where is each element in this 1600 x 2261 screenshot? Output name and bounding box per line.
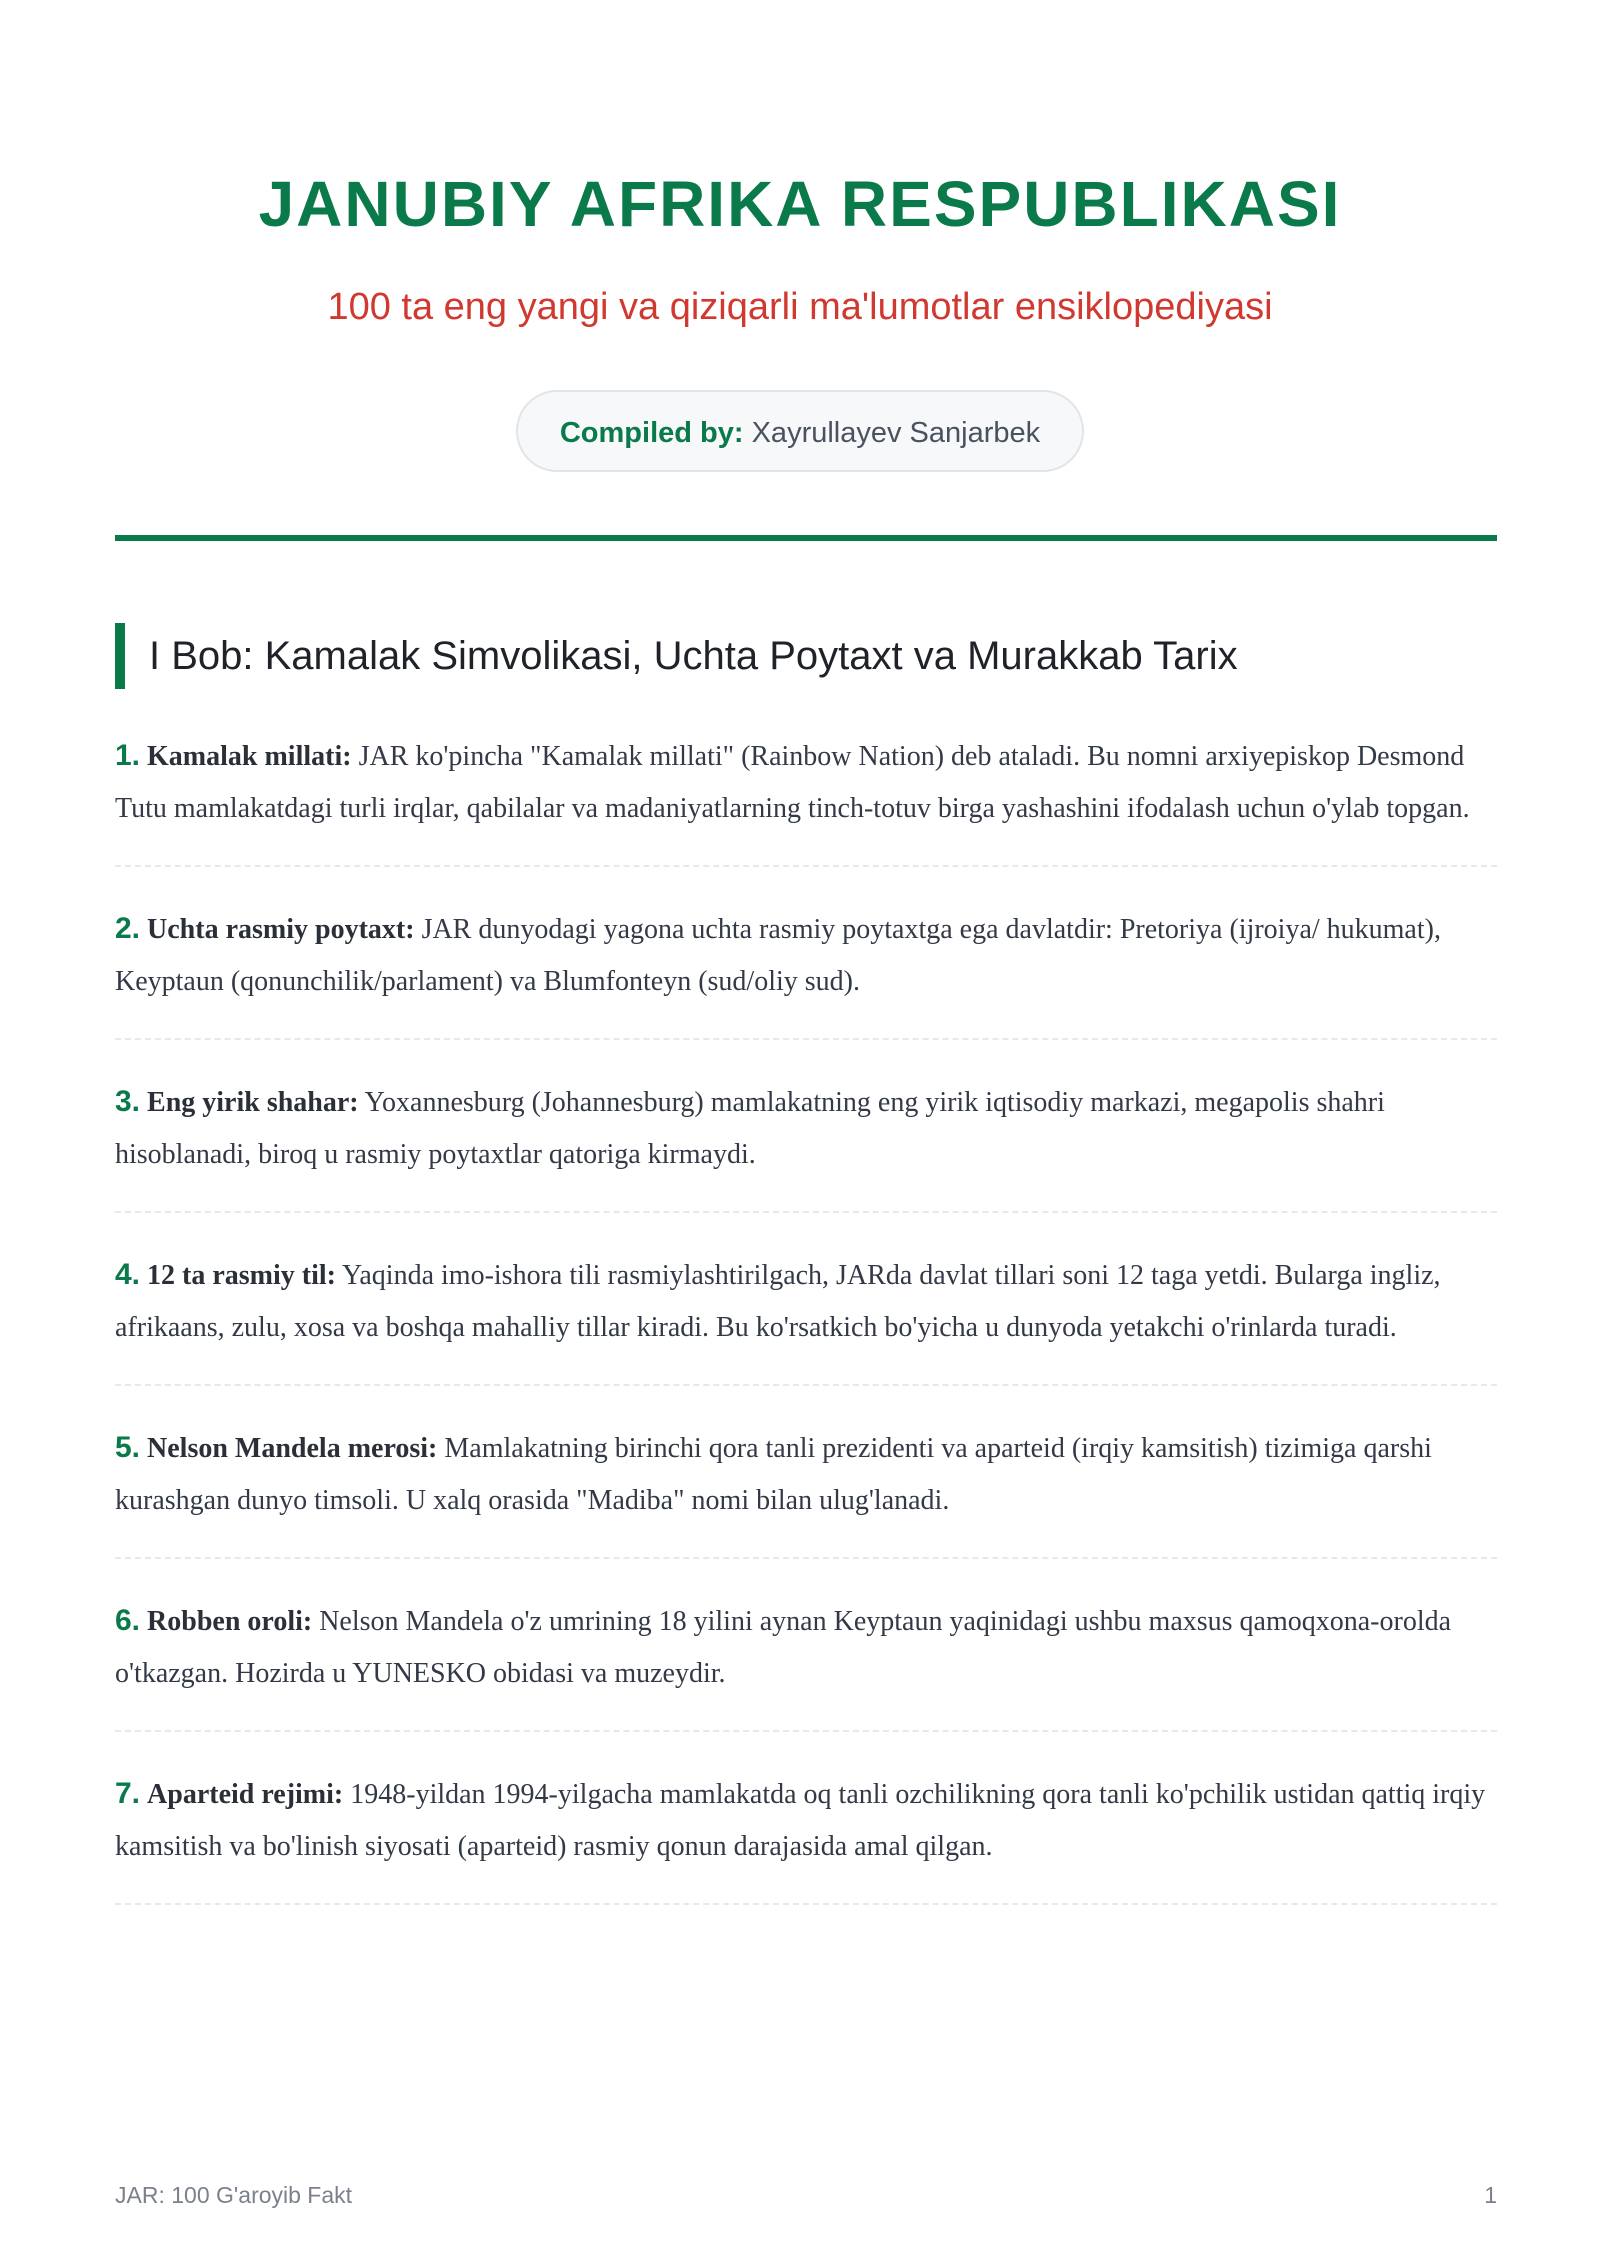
- fact-item-3: [115, 1068, 1497, 1213]
- fact-item-6: [115, 1587, 1497, 1732]
- fact-item-7: [115, 1760, 1497, 1905]
- fact-number: 4.: [115, 1258, 141, 1291]
- fact-text: JAR dunyodagi yagona uchta rasmiy poytaxtga ega davlatdir: Pretoriya (ijroiya/ hukumat), Keyptaun (qonunchilik/parlament) va Blumfonteyn (sud/oliy sud).: [115, 914, 1441, 997]
- chapter-title: I Bob: Kamalak Simvolikasi, Uchta Poytaxt va Murakkab Tarix: [149, 634, 1238, 678]
- compiled-by-name: Xayrullayev Sanjarbek: [751, 417, 1041, 449]
- fact-text: Yoxannesburg (Johannesburg) mamlakatning eng yirik iqtisodiy markazi, megapolis shahri hisoblanadi, biroq u rasmiy poytaxtlar qatoriga kirmaydi.: [115, 1087, 1385, 1170]
- fact-number: 2.: [115, 912, 141, 945]
- compiled-by-badge: [516, 390, 1084, 472]
- fact-heading: Kamalak millati:: [147, 741, 352, 772]
- fact-number: 5.: [115, 1431, 141, 1464]
- fact-number: 3.: [115, 1085, 141, 1118]
- fact-item-1: [115, 722, 1497, 867]
- chapter-accent-bar: [115, 623, 125, 689]
- fact-item-4: [115, 1241, 1497, 1386]
- fact-item-2: [115, 895, 1497, 1040]
- fact-heading: Uchta rasmiy poytaxt:: [147, 914, 415, 945]
- document-title: JANUBIY AFRIKA RESPUBLIKASI: [258, 168, 1342, 240]
- fact-heading: Eng yirik shahar:: [147, 1087, 359, 1118]
- fact-heading: Robben oroli:: [147, 1606, 313, 1637]
- fact-text: Mamlakatning birinchi qora tanli prezidenti va aparteid (irqiy kamsitish) tizimiga qarshi kurashgan dunyo timsoli. U xalq orasida "Madiba" nomi bilan ulug'lanadi.: [115, 1433, 1432, 1516]
- fact-text: JAR ko'pincha "Kamalak millati" (Rainbow Nation) deb ataladi. Bu nomni arxiyepiskop Desmond Tutu mamlakatdagi turli irqlar, qabilalar va madaniyatlarning tinch-totuv birga yashashini ifodalash uchun o'ylab topgan.: [115, 741, 1470, 824]
- fact-text: Yaqinda imo-ishora tili rasmiylashtirilgach, JARda davlat tillari soni 12 taga yetdi. Bularga ingliz, afrikaans, zulu, xosa va boshqa mahalliy tillar kiradi. Bu ko'rsatkich bo'yicha u dunyoda yetakchi o'rinlarda turadi.: [115, 1260, 1441, 1343]
- fact-heading: 12 ta rasmiy til:: [147, 1260, 336, 1291]
- compiled-by-label: Compiled by:: [559, 417, 744, 449]
- fact-heading: Aparteid rejimi:: [147, 1779, 344, 1810]
- fact-number: 1.: [115, 739, 141, 772]
- fact-text: 1948-yildan 1994-yilgacha mamlakatda oq tanli ozchilikning qora tanli ko'pchilik ustidan qattiq irqiy kamsitish va bo'linish siyosati (aparteid) rasmiy qonun darajasida amal qilgan.: [115, 1779, 1486, 1862]
- footer-page-number: 1: [1484, 2182, 1497, 2208]
- fact-heading: Nelson Mandela merosi:: [147, 1433, 438, 1464]
- fact-number: 7.: [115, 1777, 141, 1810]
- chapter-heading: [115, 623, 1497, 689]
- fact-number: 6.: [115, 1604, 141, 1637]
- fact-text: Nelson Mandela o'z umrining 18 yilini aynan Keyptaun yaqinidagi ushbu maxsus qamoqxona-orolda o'tkazgan. Hozirda u YUNESKO obidasi va muzeydir.: [115, 1606, 1452, 1689]
- facts-list: [115, 722, 1497, 1933]
- compiled-by-wrapper: [0, 390, 1600, 472]
- document-subtitle: 100 ta eng yangi va qiziqarli ma'lumotlar ensiklopediyasi: [327, 286, 1273, 328]
- footer-document-name: JAR: 100 G'aroyib Fakt: [115, 2182, 353, 2208]
- header-divider: [115, 535, 1497, 541]
- fact-item-5: [115, 1414, 1497, 1559]
